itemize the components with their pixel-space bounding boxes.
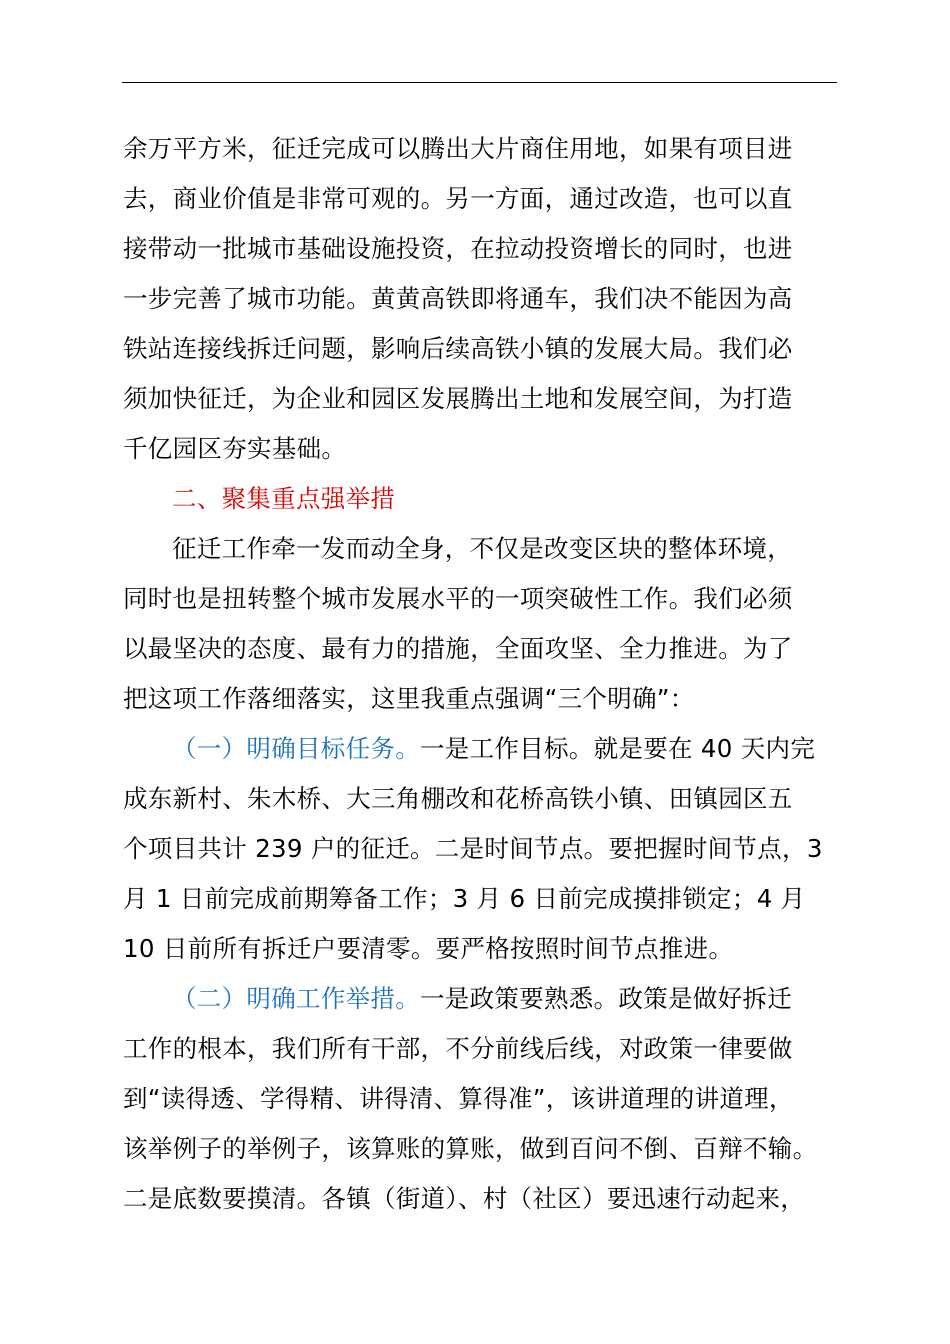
- text-line: 接带动一批城市基础设施投资，在拉动投资增长的同时，也进: [123, 234, 793, 263]
- text-line: 同时也是扭转整个城市发展水平的一项突破性工作。我们必须: [123, 584, 793, 613]
- text-line: 千亿园区夯实基础。: [123, 434, 347, 463]
- item1-title: （一）明确目标任务。: [172, 734, 420, 763]
- text-line: 该举例子的举例子，该算账的算账，做到百问不倒、百辩不输。: [123, 1134, 818, 1163]
- text-line: 到“读得透、学得精、讲得清、算得准”，该讲道理的讲道理，: [123, 1084, 794, 1113]
- header-rule: [122, 82, 837, 83]
- text-line: 须加快征迁，为企业和园区发展腾出土地和发展空间，为打造: [123, 384, 793, 413]
- text-line: 去，商业价值是非常可观的。另一方面，通过改造，也可以直: [123, 184, 793, 213]
- text-line: 征迁工作牵一发而动全身，不仅是改变区块的整体环境，: [172, 534, 792, 563]
- item2-first-line: [123, 974, 841, 1024]
- item2-first-line-text: 一是政策要熟悉。政策是做好拆迁: [420, 984, 792, 1013]
- text-line: 个项目共计 239 户的征迁。二是时间节点。要把握时间节点，3: [123, 834, 823, 863]
- text-line: 二是底数要摸清。各镇（街道）、村（社区）要迅速行动起来，: [123, 1184, 806, 1213]
- text-line: 10 日前所有拆迁户要清零。要严格按照时间节点推进。: [123, 934, 734, 963]
- section-heading: 二、聚集重点强举措: [172, 484, 396, 513]
- document-body: [123, 124, 841, 1224]
- item1-first-line: [123, 724, 841, 774]
- item1-first-line-text: 一是工作目标。就是要在 40 天内完: [420, 734, 816, 763]
- text-line: 成东新村、朱木桥、大三角棚改和花桥高铁小镇、田镇园区五: [123, 784, 793, 813]
- text-line: 工作的根本，我们所有干部，不分前线后线，对政策一律要做: [123, 1034, 793, 1063]
- text-line: 把这项工作落细落实，这里我重点强调“三个明确”：: [123, 684, 695, 713]
- text-line: 月 1 日前完成前期筹备工作；3 月 6 日前完成摸排锁定；4 月: [123, 884, 806, 913]
- text-line: 余万平方米，征迁完成可以腾出大片商住用地，如果有项目进: [123, 134, 793, 163]
- item2-title: （二）明确工作举措。: [172, 984, 420, 1013]
- text-line: 以最坚决的态度、最有力的措施，全面攻坚、全力推进。为了: [123, 634, 793, 663]
- text-line: 铁站连接线拆迁问题，影响后续高铁小镇的发展大局。我们必: [123, 334, 793, 363]
- text-line: 一步完善了城市功能。黄黄高铁即将通车，我们决不能因为高: [123, 284, 793, 313]
